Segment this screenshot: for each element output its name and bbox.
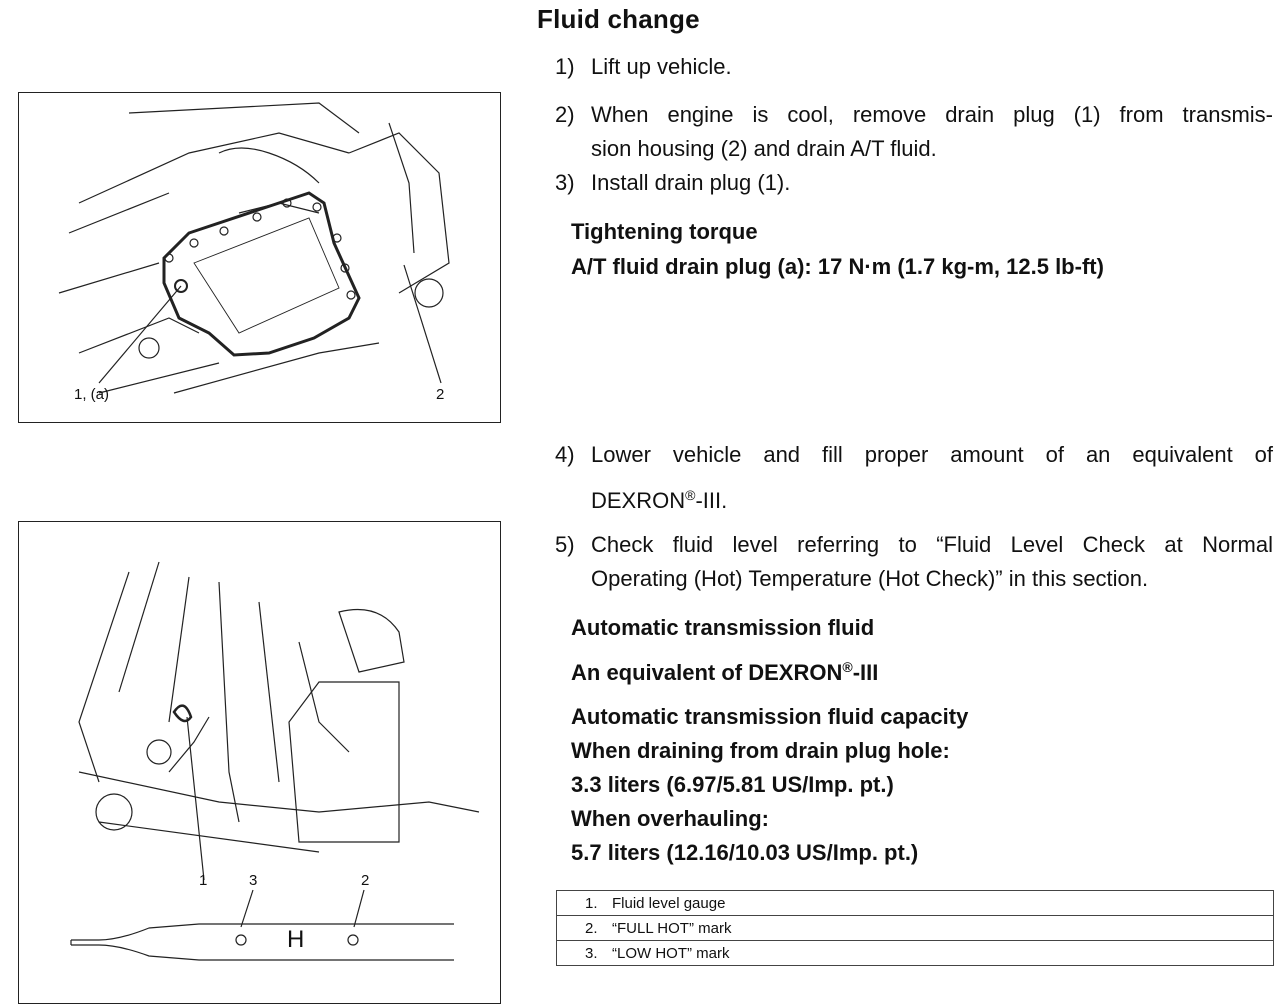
gauge-h-letter: H: [287, 926, 305, 953]
capacity-overhaul-label: When overhauling:: [571, 806, 769, 831]
callout-fluid-level-gauge: 1: [199, 872, 208, 889]
dexron-text: DEXRON: [591, 488, 686, 513]
section-title: Fluid change: [537, 4, 700, 34]
step-text-line-2: sion housing (2) and drain A/T fluid.: [591, 136, 937, 161]
capacity-drain-label: When draining from drain plug hole:: [571, 738, 950, 763]
fluid-heading: Automatic transmission fluid: [571, 615, 875, 640]
callout-transmission-housing: 2: [436, 386, 445, 403]
step-number: 3): [555, 170, 575, 195]
step-number: 5): [555, 532, 575, 557]
legend-label: “LOW HOT” mark: [612, 944, 730, 962]
legend-cell: [557, 916, 1274, 941]
step-text-line-2: Operating (Hot) Temperature (Hot Check)” in this section.: [591, 566, 1149, 591]
legend-number: 3.: [585, 944, 598, 962]
fluid-equivalent-suffix: -III: [852, 660, 879, 685]
step-text: Lift up vehicle.: [591, 54, 732, 79]
legend-row: [557, 916, 1274, 941]
legend-label: Fluid level gauge: [612, 894, 726, 912]
transmission-pan-illustration: [19, 93, 500, 422]
fluid-equivalent: [571, 650, 878, 690]
torque-heading: Tightening torque: [571, 219, 758, 244]
step-2: [555, 98, 1273, 166]
step-3: [555, 166, 1273, 200]
step-5: [555, 528, 1273, 596]
engine-bay-illustration: [19, 522, 500, 1003]
legend-row: [557, 891, 1274, 916]
fluid-level-gauge-figure: [18, 521, 501, 1004]
fluid-equivalent-text: An equivalent of DEXRON: [571, 660, 843, 685]
legend-table: [556, 890, 1274, 966]
capacity-drain-value: 3.3 liters (6.97/5.81 US/Imp. pt.): [571, 772, 894, 797]
registered-mark: ®: [685, 487, 696, 503]
step-text-line-1: Lower vehicle and fill proper amount of an equivalent of: [591, 442, 1273, 467]
callout-drain-plug: 1, (a): [74, 386, 110, 403]
legend-number: 1.: [585, 894, 598, 912]
step-text-line-1: Check fluid level referring to “Fluid Level Check at Normal: [591, 532, 1273, 557]
legend-number: 2.: [585, 919, 598, 937]
torque-value: A/T fluid drain plug (a): 17 N·m (1.7 kg-m, 12.5 lb-ft): [571, 254, 1104, 279]
step-4: [555, 438, 1273, 518]
step-text-line-1: When engine is cool, remove drain plug (1) from transmis-: [591, 102, 1273, 127]
drain-plug-figure: [18, 92, 501, 423]
step-number: 4): [555, 442, 575, 467]
step-number: 2): [555, 102, 575, 127]
legend-cell: [557, 941, 1274, 966]
registered-mark: ®: [842, 659, 853, 675]
step-number: 1): [555, 54, 575, 79]
legend-row: [557, 941, 1274, 966]
capacity-heading: Automatic transmission fluid capacity: [571, 704, 969, 729]
legend-cell: [557, 891, 1274, 916]
callout-low-hot-mark: 3: [249, 872, 258, 889]
step-text: Install drain plug (1).: [591, 170, 791, 195]
callout-full-hot-mark: 2: [361, 872, 370, 889]
step-text-line-2: [591, 478, 1273, 518]
capacity-overhaul-value: 5.7 liters (12.16/10.03 US/Imp. pt.): [571, 840, 919, 865]
step-1: [555, 50, 1273, 84]
legend-label: “FULL HOT” mark: [612, 919, 732, 937]
dexron-suffix: -III.: [695, 488, 728, 513]
